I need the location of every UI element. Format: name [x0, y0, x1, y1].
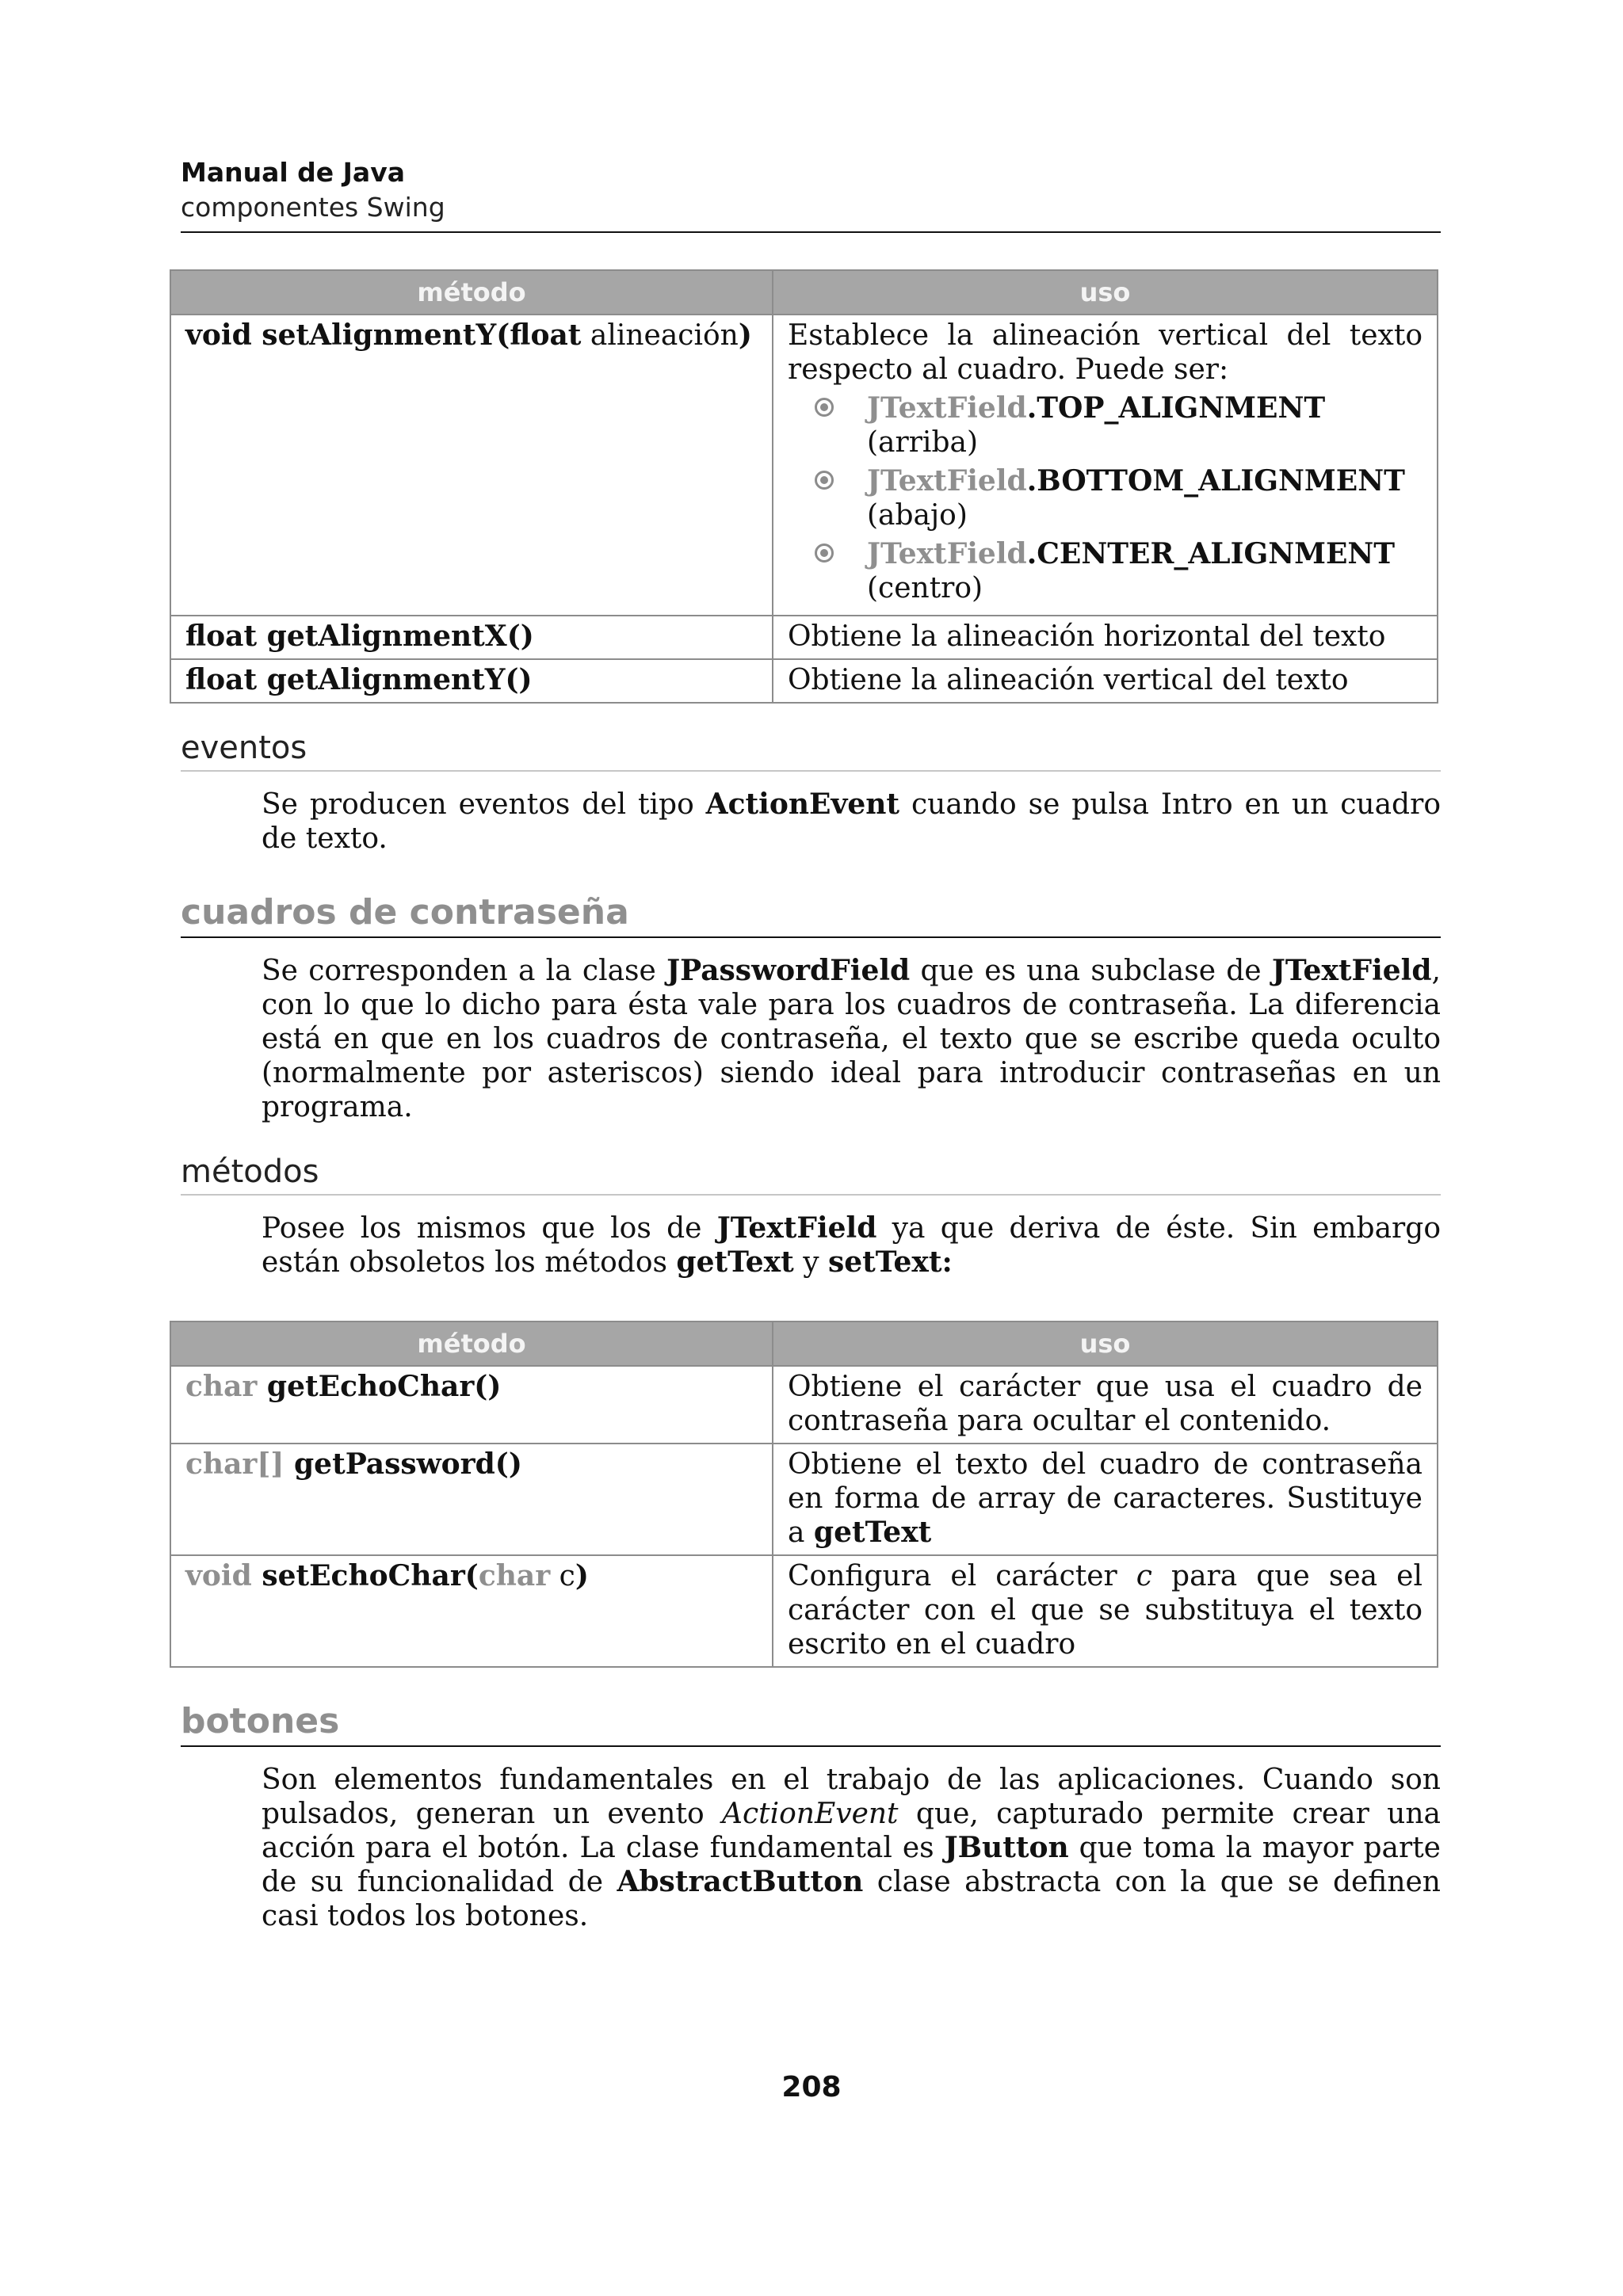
- text-run: Se corresponden a la clase: [262, 955, 667, 987]
- class-name: JTextField: [867, 537, 1027, 570]
- text-run: ya que deriva de éste. Sin embargo están obsoletos los métodos: [262, 1212, 1441, 1279]
- method-close: ): [575, 1559, 589, 1592]
- description-cell: Obtiene el carácter que usa el cuadro de contraseña para ocultar el contenido.: [773, 1366, 1438, 1444]
- list-item: [788, 464, 1423, 532]
- text-run: Obtiene el texto del cuadro de contraseña en forma de array de caracteres. Sustituye a: [788, 1448, 1423, 1549]
- page-number: 208: [781, 2071, 842, 2103]
- table-row: [170, 315, 1438, 616]
- table-header-row: [170, 1322, 1438, 1366]
- constant-note: (centro): [867, 572, 983, 605]
- bold-run: getText: [813, 1516, 932, 1549]
- paragraph-cuadros: [262, 954, 1441, 1124]
- text-run: que, capturado permite crear una acción para el botón. La clase fundamental es: [262, 1798, 1441, 1864]
- method-param: alineación: [581, 319, 739, 352]
- constant-name: .BOTTOM_ALIGNMENT: [1026, 464, 1405, 498]
- page: [181, 155, 1441, 1933]
- method-cell: [170, 1555, 773, 1667]
- constant-note: (arriba): [867, 426, 978, 459]
- method-signature: void setAlignmentY(float: [185, 318, 582, 352]
- description-cell: Obtiene la alineación vertical del texto: [773, 659, 1438, 703]
- description-cell: [773, 1555, 1438, 1667]
- alignment-constants-list: [788, 391, 1423, 605]
- method-name: getPassword(): [284, 1447, 522, 1481]
- bold-run: AbstractButton: [617, 1865, 864, 1898]
- text-run: y: [793, 1246, 828, 1279]
- description-text: Establece la alineación vertical del texto respecto al cuadro. Puede ser:: [788, 319, 1423, 386]
- text-run: que es una subclase de: [910, 955, 1272, 987]
- constant-name: .TOP_ALIGNMENT: [1026, 391, 1326, 425]
- constant-name: .CENTER_ALIGNMENT: [1026, 537, 1396, 570]
- method-cell: [170, 1444, 773, 1555]
- text-run: clase abstracta con la que se definen casi todos los botones.: [262, 1866, 1441, 1932]
- method-cell: float getAlignmentY(): [170, 659, 773, 703]
- text-run: Configura el carácter: [788, 1560, 1136, 1592]
- header-subtitle: componentes Swing: [181, 192, 445, 223]
- method-name: setEchoChar(: [251, 1559, 479, 1592]
- methods-table-alignment: [170, 269, 1438, 704]
- class-name: JTextField: [867, 391, 1027, 425]
- method-close: ): [738, 318, 752, 352]
- method-name: getEchoChar(): [257, 1370, 502, 1403]
- return-type: char[]: [185, 1447, 285, 1481]
- methods-table-password: [170, 1321, 1438, 1668]
- table-row: [170, 1444, 1438, 1555]
- bold-run: JTextField: [1271, 954, 1432, 987]
- method-cell: [170, 315, 773, 616]
- section-heading-metodos: métodos: [181, 1151, 1441, 1196]
- paragraph-botones: [262, 1763, 1441, 1933]
- text-run: que toma la mayor parte de su funcionalidad de: [262, 1832, 1441, 1898]
- table-header-row: [170, 270, 1438, 315]
- column-header-use: uso: [773, 1322, 1438, 1366]
- radio-bullet-icon: [815, 398, 834, 417]
- bold-run: JTextField: [716, 1211, 877, 1245]
- section-heading-cuadros-de-contrasena: cuadros de contraseña: [181, 891, 1441, 938]
- param-type: char: [478, 1559, 551, 1592]
- column-header-use: uso: [773, 270, 1438, 315]
- text-run: Posee los mismos que los de: [262, 1212, 717, 1245]
- paragraph-metodos: [262, 1211, 1441, 1280]
- class-name: JTextField: [867, 464, 1027, 498]
- bold-run: ActionEvent: [705, 788, 900, 821]
- bold-run: getText: [676, 1245, 794, 1279]
- text-run: Son elementos fundamentales en el trabajo de las aplicaciones. Cuando son pulsados, generan un evento: [262, 1764, 1441, 1830]
- return-type: char: [185, 1370, 258, 1403]
- header-title: Manual de Java: [181, 157, 405, 188]
- table-row: [170, 616, 1438, 659]
- bold-run: setText:: [828, 1245, 953, 1279]
- method-cell: [170, 1366, 773, 1444]
- bold-run: JPasswordField: [666, 954, 911, 987]
- table-row: [170, 1555, 1438, 1667]
- header-rule: [181, 231, 1441, 233]
- radio-bullet-icon: [815, 471, 834, 490]
- param-name: c: [550, 1560, 575, 1592]
- return-type: void: [185, 1559, 252, 1592]
- column-header-method: método: [170, 270, 773, 315]
- text-run: Se producen eventos del tipo: [262, 788, 706, 821]
- method-cell: float getAlignmentX(): [170, 616, 773, 659]
- list-item: [788, 537, 1423, 605]
- radio-bullet-icon: [815, 543, 834, 563]
- description-cell: Obtiene la alineación horizontal del texto: [773, 616, 1438, 659]
- column-header-method: método: [170, 1322, 773, 1366]
- text-run: , con lo que lo dicho para ésta vale para los cuadros de contraseña. La diferencia está en que en los cuadros de contraseña, el texto que se escribe queda oculto (normalmente por asteriscos) siendo ideal para introducir contraseñas en un programa.: [262, 955, 1441, 1123]
- description-cell: [773, 1444, 1438, 1555]
- paragraph-eventos: [262, 788, 1441, 856]
- text-run: cuando se pulsa Intro en un cuadro de texto.: [262, 788, 1441, 855]
- table-row: [170, 659, 1438, 703]
- section-heading-eventos: eventos: [181, 727, 1441, 772]
- description-cell: [773, 315, 1438, 616]
- text-run: para que sea el carácter con el que se substituya el texto escrito en el cuadro: [788, 1560, 1423, 1661]
- italic-run: ActionEvent: [721, 1798, 899, 1830]
- running-header: [181, 155, 1441, 233]
- constant-note: (abajo): [867, 499, 968, 532]
- list-item: [788, 391, 1423, 460]
- section-heading-botones: botones: [181, 1699, 1441, 1747]
- bold-run: JButton: [944, 1831, 1069, 1864]
- italic-run: c: [1136, 1560, 1152, 1592]
- table-row: [170, 1366, 1438, 1444]
